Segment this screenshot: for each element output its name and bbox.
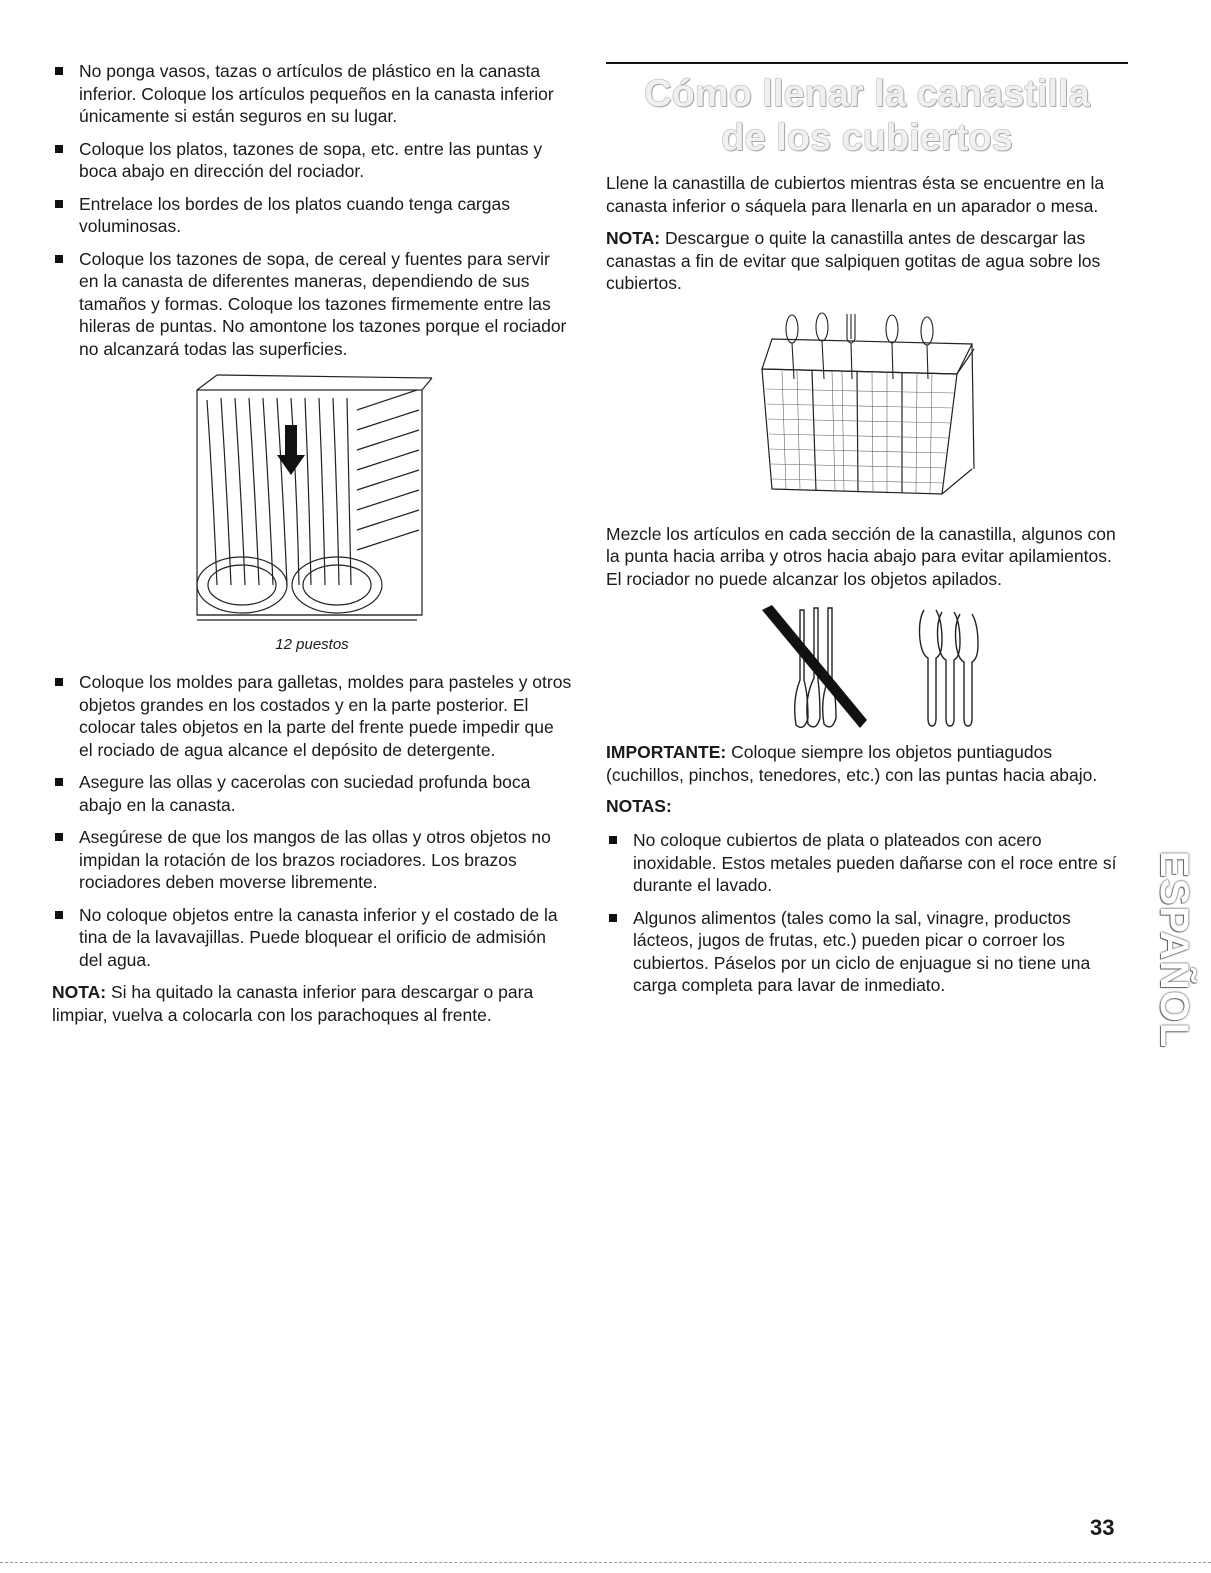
note-label: NOTA: xyxy=(52,982,107,1002)
heading-line-2: de los cubiertos xyxy=(721,117,1013,159)
bullet-square-icon xyxy=(55,145,63,153)
bullet-square-icon xyxy=(55,255,63,263)
note-text: Descargue o quite la canastilla antes de descargar las canastas a fin de evitar que salpiquen gotitas de agua sobre los cubiertos. xyxy=(606,228,1101,293)
bullet-square-icon xyxy=(55,911,63,919)
utensil-orientation-illustration xyxy=(742,600,992,735)
bottom-rule xyxy=(0,1562,1211,1563)
right-column xyxy=(606,62,1128,1007)
language-side-tab xyxy=(1152,818,1196,1080)
note-paragraph xyxy=(52,981,572,1026)
bullet-square-icon xyxy=(55,67,63,75)
list-item: Coloque los platos, tazones de sopa, etc. entre las puntas y boca abajo en dirección del rociador. xyxy=(52,138,572,183)
notas-heading: NOTAS: xyxy=(606,796,672,816)
bullet-square-icon xyxy=(609,914,617,922)
side-tab-label: ESPAÑOL xyxy=(1152,850,1197,1048)
left-column xyxy=(52,60,572,1036)
list-item: Asegure las ollas y cacerolas con suciedad profunda boca abajo en la canasta. xyxy=(52,771,572,816)
page-number: 33 xyxy=(1090,1515,1115,1540)
list-item: Coloque los tazones de sopa, de cereal y fuentes para servir en la canasta de diferentes maneras, dependiendo de sus tamaños y formas. Coloque los tazones firmemente entre las hileras de puntas. No amontone los tazones porque el rociador no alcanzará todas las superficies. xyxy=(52,248,572,361)
bullet-square-icon xyxy=(55,678,63,686)
list-item: No ponga vasos, tazas o artículos de plástico en la canasta inferior. Coloque los artículos pequeños en la canasta inferior únicamente si están seguros en su lugar. xyxy=(52,60,572,128)
note-paragraph xyxy=(606,227,1128,295)
section-heading xyxy=(606,72,1128,160)
note-text: Si ha quitado la canasta inferior para descargar o para limpiar, vuelva a colocarla con los parachoques al frente. xyxy=(52,982,534,1025)
mix-paragraph: Mezcle los artículos en cada sección de la canastilla, algunos con la punta hacia arriba y otros hacia abajo para evitar apilamientos. El rociador no puede alcanzar los objetos apilados. xyxy=(606,523,1116,589)
list-item: Asegúrese de que los mangos de las ollas y otros objetos no impidan la rotación de los brazos rociadores. Los brazos rociadores deben moverse libremente. xyxy=(52,826,572,894)
notas-list xyxy=(606,829,1128,997)
important-text: Coloque siempre los objetos puntiagudos (cuchillos, pinchos, tenedores, etc.) con las puntas hacia abajo. xyxy=(606,742,1098,785)
list-item: Coloque los moldes para galletas, moldes para pasteles y otros objetos grandes en los costados y en la parte posterior. El colocar tales objetos en la parte del frente puede impedir que el rociado de agua alcance el depósito de detergente. xyxy=(52,671,572,761)
important-paragraph xyxy=(606,741,1128,786)
list-item: Algunos alimentos (tales como la sal, vinagre, productos lácteos, jugos de frutas, etc.) pueden picar o corroer los cubiertos. Páselos por un ciclo de enjuague si no tiene una carga completa para lavar de inmediato. xyxy=(606,907,1128,997)
important-label: IMPORTANTE: xyxy=(606,742,727,762)
bullet-square-icon xyxy=(55,778,63,786)
bullet-list-bottom xyxy=(52,671,572,971)
silverware-basket-illustration xyxy=(752,309,982,509)
intro-paragraph: Llene la canastilla de cubiertos mientras ésta se encuentre en la canasta inferior o sáquela para llenarla en un aparador o mesa. xyxy=(606,173,1105,216)
list-item: Entrelace los bordes de los platos cuando tenga cargas voluminosas. xyxy=(52,193,572,238)
bullet-square-icon xyxy=(609,836,617,844)
list-item: No coloque cubiertos de plata o plateados con acero inoxidable. Estos metales pueden dañarse con el roce entre sí durante el lavado. xyxy=(606,829,1128,897)
bullet-square-icon xyxy=(55,200,63,208)
lower-rack-illustration xyxy=(187,370,437,630)
figure-caption: 12 puestos xyxy=(275,636,349,653)
section-rule xyxy=(606,62,1128,64)
note-label: NOTA: xyxy=(606,228,661,248)
bullet-list-top xyxy=(52,60,572,360)
bullet-square-icon xyxy=(55,833,63,841)
list-item: No coloque objetos entre la canasta inferior y el costado de la tina de la lavavajillas. Puede bloquear el orificio de admisión del agua. xyxy=(52,904,572,972)
heading-line-1: Cómo llenar la canastilla xyxy=(644,73,1090,115)
